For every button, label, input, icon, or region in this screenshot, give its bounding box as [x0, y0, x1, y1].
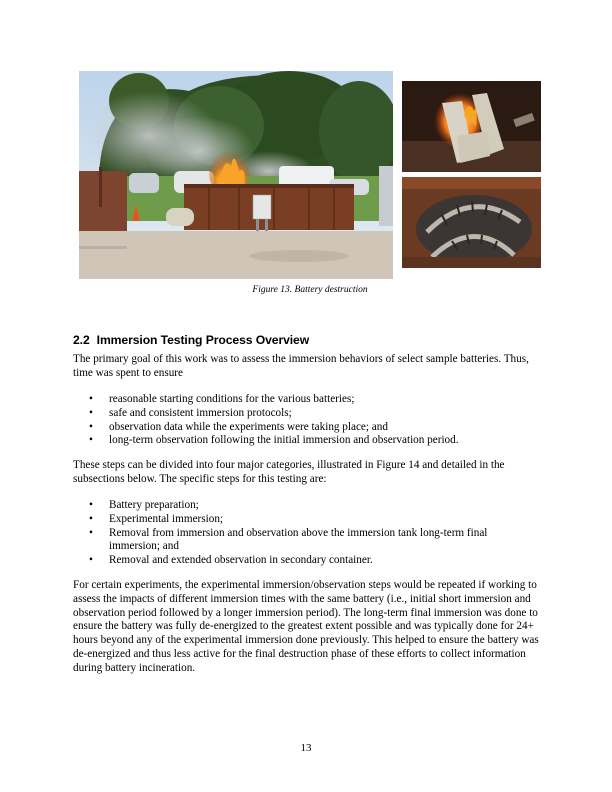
- list-item: [73, 527, 543, 555]
- list-item-text: Experimental immersion;: [109, 512, 224, 525]
- paragraph-intro: The primary goal of this work was to assess the immersion behaviors of select sample batteries. Thus, time was spent to ensure: [73, 353, 529, 379]
- bullet-icon: •: [89, 554, 93, 567]
- list-item-text: observation data while the experiments were taking place; and: [109, 420, 388, 433]
- list-item-text: Removal from immersion and observation above the immersion tank long-term final immersion; and: [109, 526, 488, 553]
- figure-caption: [0, 285, 612, 295]
- burning-module-illustration: [402, 81, 541, 172]
- bullet-list-goals: [73, 393, 543, 448]
- list-item: [73, 421, 543, 435]
- bullet-icon: •: [89, 499, 93, 511]
- list-item: [73, 499, 543, 513]
- list-item-text: reasonable starting conditions for the various batteries;: [109, 393, 355, 405]
- section-number: 2.2: [73, 333, 90, 347]
- list-item: [73, 393, 543, 407]
- bullet-icon: •: [89, 434, 93, 447]
- list-item-text: long-term observation following the initial immersion and observation period.: [109, 434, 459, 447]
- list-item: [73, 554, 543, 568]
- paragraph-repeated-experiments: For certain experiments, the experimental immersion/observation steps would be repeated if working to assess the impacts of different immersion times with the same battery (i.e., initial short immersion and observation period followed by a longer immersion period). The long-term final immersion was done to ensure the battery was fully de-energized to the greatest extent possible and was typically done for 24+ hours beyond any of the experimental immersion done previously. This helped to ensure the battery was de-energized and thus less active for the final destruction phase of these efforts to collect information during battery incineration.: [73, 579, 539, 674]
- figure-caption-text: Figure 13. Battery destruction: [252, 285, 368, 295]
- figure-photo-charred-cells: [402, 177, 541, 268]
- page-number: 13: [300, 742, 312, 754]
- list-item-text: safe and consistent immersion protocols;: [109, 406, 292, 419]
- section-title: Immersion Testing Process Overview: [96, 333, 310, 347]
- bullet-icon: •: [89, 406, 93, 419]
- paragraph-categories: These steps can be divided into four major categories, illustrated in Figure 14 and detailed in the subsections below. The specific steps for this testing are:: [73, 459, 505, 485]
- list-item-text: Battery preparation;: [109, 499, 199, 511]
- list-item-text: Removal and extended observation in secondary container.: [109, 554, 373, 567]
- bullet-list-steps: [73, 499, 543, 568]
- bullet-icon: •: [89, 512, 93, 525]
- dumpster-burn-illustration: [79, 71, 393, 279]
- charred-cells-illustration: [402, 177, 541, 268]
- bullet-icon: •: [89, 526, 93, 539]
- list-item: [73, 407, 543, 421]
- bullet-icon: •: [89, 393, 93, 405]
- bullet-icon: •: [89, 420, 93, 433]
- figure-photo-dumpster-burn: [79, 71, 393, 279]
- figure-photo-burning-module: [402, 81, 541, 172]
- list-item: [73, 434, 543, 448]
- section-heading: [73, 333, 309, 347]
- list-item: [73, 513, 543, 527]
